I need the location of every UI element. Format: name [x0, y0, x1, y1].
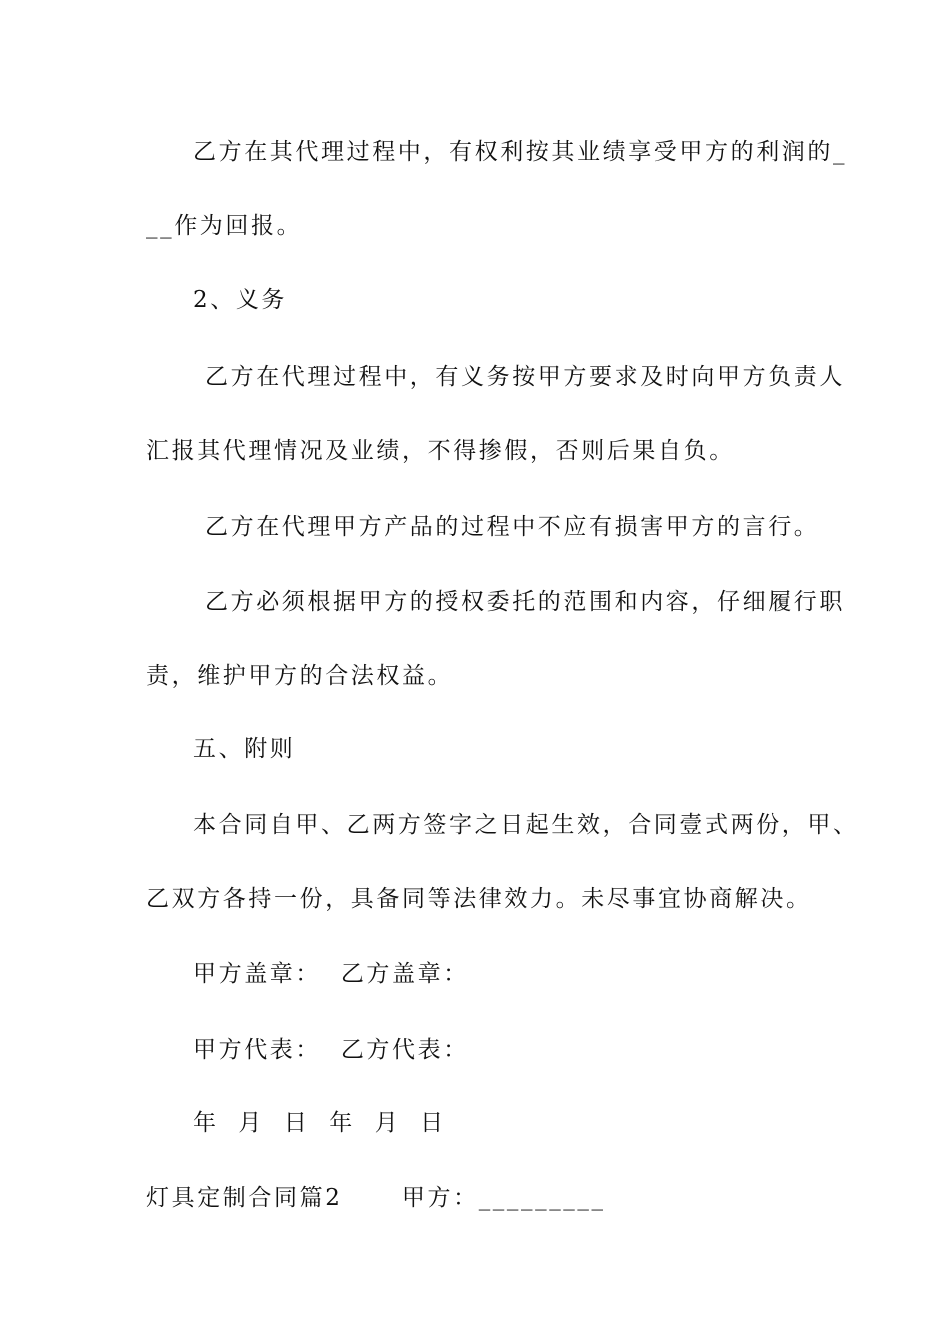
paragraph-line: 乙方必须根据甲方的授权委托的范围和内容，仔细履行职: [205, 589, 845, 615]
next-contract-heading: 灯具定制合同篇2 甲方：_________: [146, 1185, 606, 1211]
paragraph-line: __作为回报。: [146, 213, 303, 239]
date-line: 年 月 日 年 月 日: [193, 1110, 446, 1136]
signature-seal-line: 甲方盖章： 乙方盖章：: [193, 961, 469, 987]
section-heading: 五、附则: [193, 736, 296, 762]
signature-representative-line: 甲方代表： 乙方代表：: [193, 1037, 469, 1063]
paragraph-line: 汇报其代理情况及业绩，不得掺假，否则后果自负。: [146, 438, 735, 464]
paragraph-line: 乙双方各持一份，具备同等法律效力。未尽事宜协商解决。: [146, 886, 812, 912]
paragraph-line: 乙方在其代理过程中，有权利按其业绩享受甲方的利润的_: [193, 139, 848, 165]
paragraph-line: 乙方在代理甲方产品的过程中不应有损害甲方的言行。: [205, 514, 820, 540]
paragraph-line: 本合同自甲、乙两方签字之日起生效，合同壹式两份，甲、: [193, 812, 859, 838]
paragraph-line: 乙方在代理过程中，有义务按甲方要求及时向甲方负责人: [205, 364, 845, 390]
paragraph-line: 责，维护甲方的合法权益。: [146, 663, 454, 689]
section-heading: 2、义务: [193, 287, 288, 313]
